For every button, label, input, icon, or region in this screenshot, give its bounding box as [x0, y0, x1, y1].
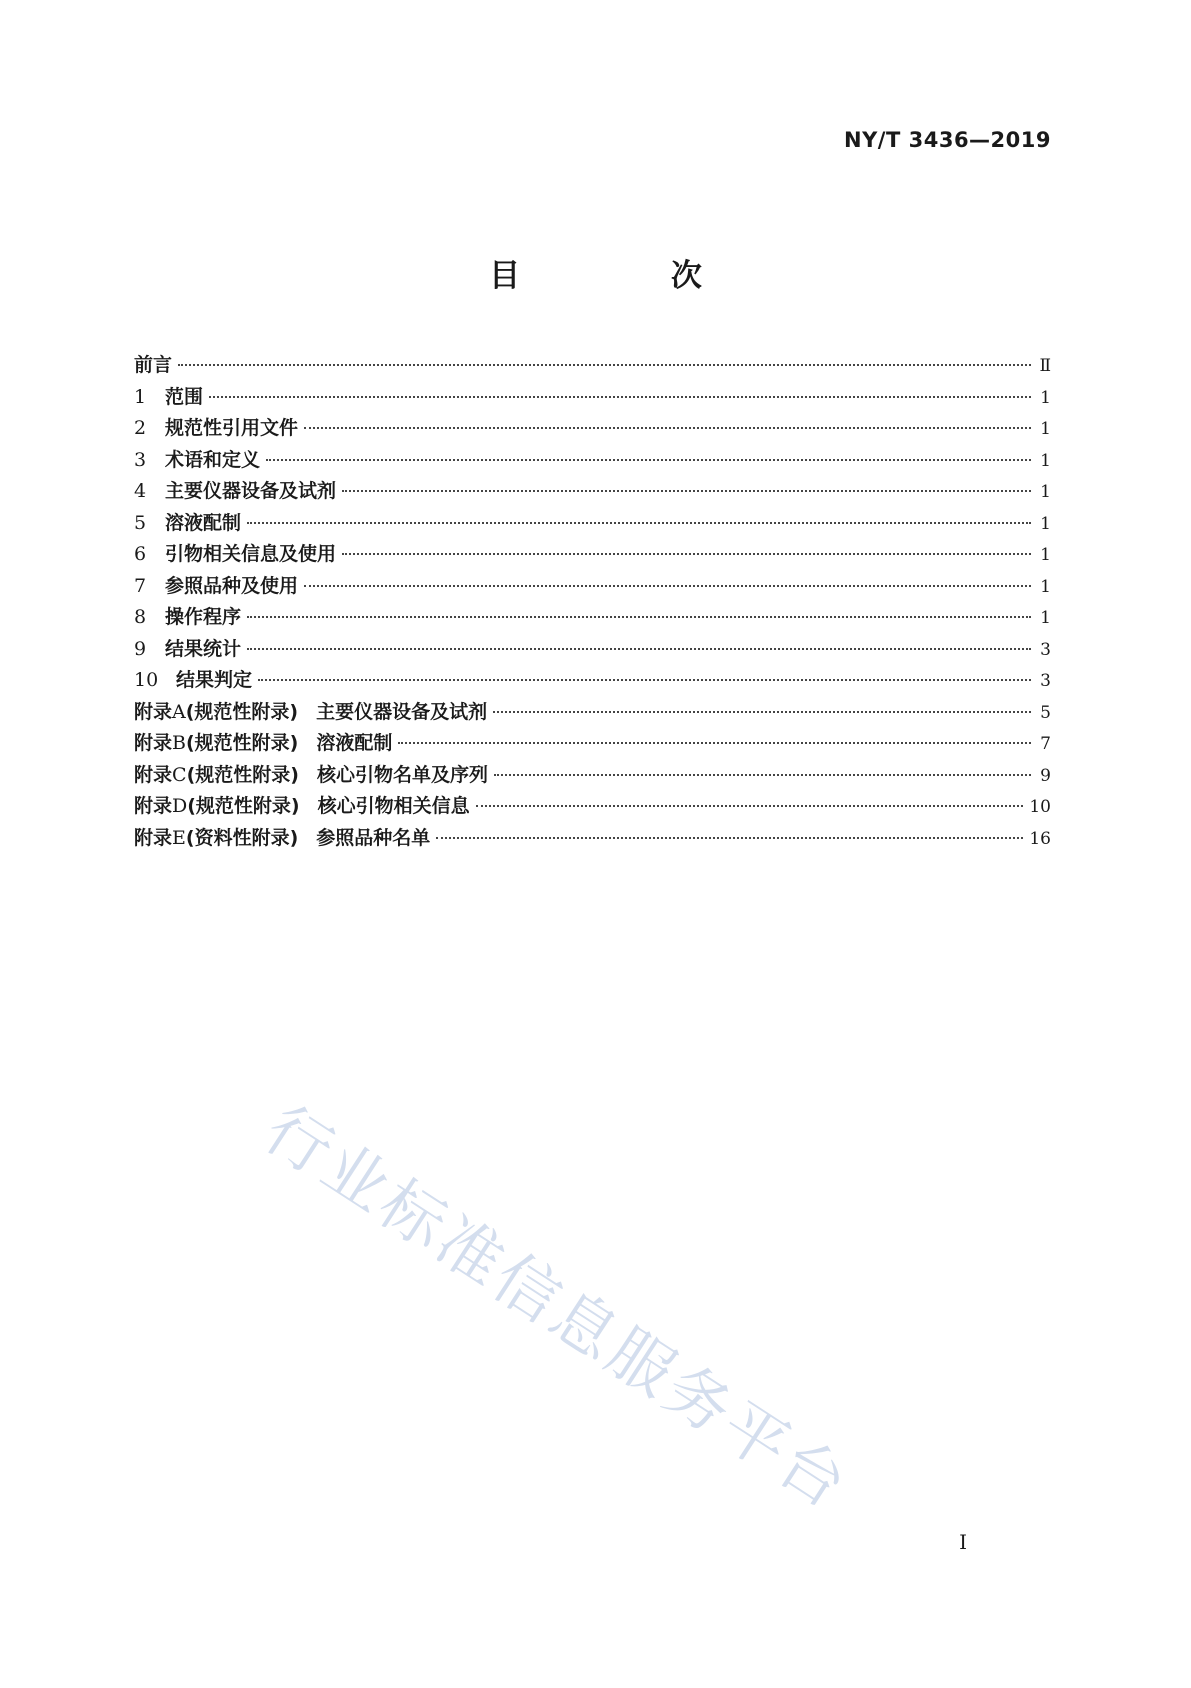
toc-entry-page: 16	[1029, 828, 1051, 849]
toc-leader-dots	[342, 553, 1031, 555]
toc-entry-number: 8	[134, 606, 147, 628]
toc-entry-label: 范围	[165, 385, 204, 408]
toc-leader-dots	[247, 616, 1031, 618]
appendix-type: (规范性附录)	[185, 700, 299, 723]
toc-leader-dots	[494, 774, 1031, 776]
toc-leader-dots	[476, 805, 1024, 807]
toc-entry-4[interactable]	[134, 476, 1051, 508]
toc-leader-dots	[247, 648, 1031, 650]
appendix-type: (规范性附录)	[186, 763, 299, 786]
toc-entry-number: 2	[134, 417, 147, 439]
toc-appendix-b[interactable]	[134, 728, 1051, 760]
toc-entry-number: 3	[134, 448, 147, 471]
toc-entry-page: 1	[1040, 576, 1051, 597]
toc-entry-9[interactable]	[134, 634, 1051, 666]
appendix-type: (资料性附录)	[185, 826, 299, 849]
toc-entry-page: 1	[1040, 608, 1051, 628]
toc-entry-2[interactable]	[134, 413, 1051, 445]
toc-entry-page: 1	[1040, 387, 1051, 408]
toc-entry-page: 1	[1040, 513, 1051, 534]
toc-entry-label: 术语和定义	[165, 448, 261, 471]
toc-entry-6[interactable]	[134, 539, 1051, 571]
toc-entry-label: 引物相关信息及使用	[165, 543, 337, 565]
toc-leader-dots	[398, 742, 1031, 744]
toc-entry-number: 1	[134, 385, 147, 408]
toc-entry-number: 4	[134, 480, 147, 502]
toc-entry-number: 6	[134, 543, 147, 565]
toc-entry-10[interactable]	[134, 665, 1051, 697]
appendix-letter: C	[172, 763, 187, 786]
toc-entry-label: 核心引物相关信息	[317, 795, 470, 817]
toc-entry-number: 5	[134, 511, 147, 534]
toc-title: 目 次	[489, 258, 772, 294]
toc-leader-dots	[493, 711, 1031, 713]
toc-entry-label: 主要仪器设备及试剂	[316, 700, 488, 723]
toc-entry-page: Ⅱ	[1039, 356, 1051, 376]
toc-entry-label: 参照品种及使用	[165, 574, 299, 597]
toc-entry-page: 1	[1040, 419, 1051, 439]
toc-entry-5[interactable]	[134, 508, 1051, 540]
toc-entry-page: 3	[1040, 671, 1051, 691]
toc-entry-foreword[interactable]	[134, 350, 1051, 382]
toc-entry-8[interactable]	[134, 602, 1051, 634]
toc-entry-label: 结果统计	[165, 637, 242, 660]
toc-leader-dots	[436, 837, 1023, 839]
toc-entry-page: 9	[1040, 765, 1051, 786]
watermark: 行业标准信息服务平台	[251, 1092, 863, 1525]
toc-entry-page: 10	[1029, 797, 1051, 817]
toc-entry-3[interactable]	[134, 445, 1051, 477]
page-number: I	[959, 1530, 967, 1554]
toc-entry-1[interactable]	[134, 382, 1051, 414]
toc-entry-label: 操作程序	[165, 606, 242, 628]
toc-leader-dots	[258, 679, 1031, 681]
toc-entry-label: 主要仪器设备及试剂	[165, 480, 337, 502]
toc-leader-dots	[304, 427, 1031, 429]
table-of-contents	[134, 350, 1051, 854]
toc-appendix-d[interactable]	[134, 791, 1051, 823]
toc-entry-number: 9	[134, 637, 147, 660]
appendix-letter: D	[172, 795, 188, 817]
appendix-prefix: 附录	[134, 795, 173, 817]
toc-entry-label: 参照品种名单	[316, 826, 431, 849]
toc-leader-dots	[247, 522, 1031, 524]
toc-entry-page: 5	[1040, 702, 1051, 723]
toc-leader-dots	[342, 490, 1031, 492]
toc-leader-dots	[304, 585, 1031, 587]
toc-appendix-a[interactable]	[134, 697, 1051, 729]
standard-code: NY/T 3436—2019	[844, 128, 1051, 152]
appendix-prefix: 附录	[134, 732, 173, 754]
toc-entry-number: 10	[134, 669, 159, 691]
toc-entry-page: 1	[1040, 482, 1051, 502]
toc-entry-page: 1	[1040, 545, 1051, 565]
toc-entry-label: 规范性引用文件	[165, 417, 299, 439]
toc-entry-page: 7	[1040, 734, 1051, 754]
toc-appendix-c[interactable]	[134, 760, 1051, 792]
toc-entry-label: 溶液配制	[165, 511, 242, 534]
toc-leader-dots	[266, 459, 1031, 461]
appendix-type: (规范性附录)	[187, 795, 300, 817]
toc-entry-label: 前言	[134, 354, 173, 376]
toc-entry-page: 1	[1040, 450, 1051, 471]
toc-appendix-e[interactable]	[134, 823, 1051, 855]
appendix-prefix: 附录	[134, 763, 173, 786]
appendix-type: (规范性附录)	[185, 732, 299, 754]
toc-entry-page: 3	[1040, 639, 1051, 660]
toc-entry-label: 溶液配制	[316, 732, 393, 754]
appendix-letter: A	[172, 700, 186, 723]
appendix-prefix: 附录	[134, 700, 173, 723]
appendix-letter: E	[172, 826, 186, 849]
toc-entry-7[interactable]	[134, 571, 1051, 603]
toc-entry-label: 核心引物名单及序列	[316, 763, 488, 786]
toc-leader-dots	[178, 364, 1031, 366]
appendix-prefix: 附录	[134, 826, 173, 849]
appendix-letter: B	[172, 732, 186, 754]
toc-entry-label: 结果判定	[176, 669, 253, 691]
toc-leader-dots	[209, 396, 1031, 398]
toc-entry-number: 7	[134, 574, 147, 597]
